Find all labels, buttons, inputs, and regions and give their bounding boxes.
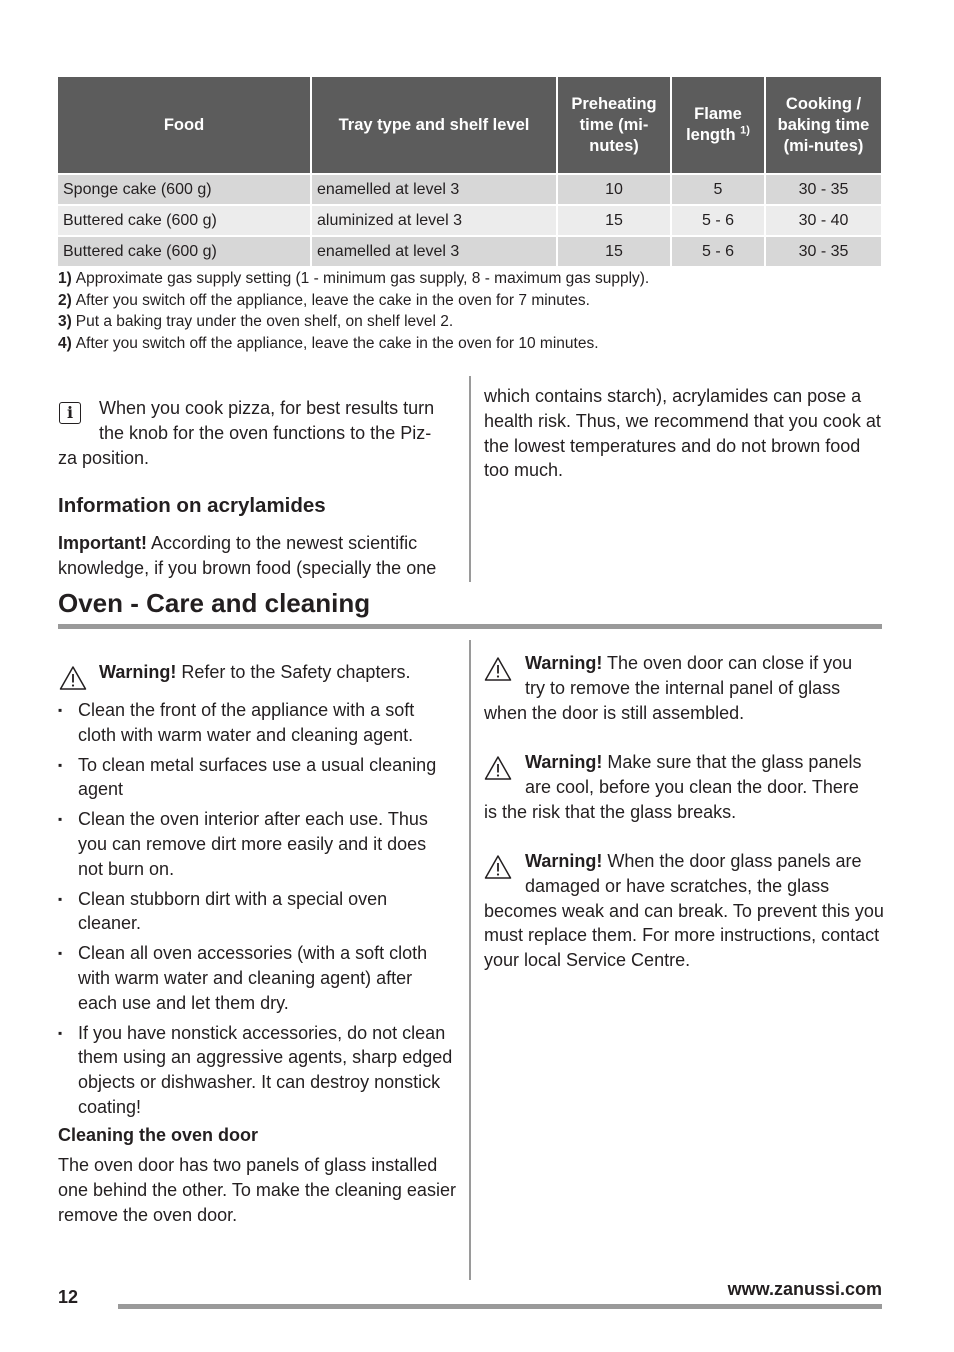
header-flame-label: Flame length xyxy=(686,105,742,144)
pizza-note-line: the knob for the oven functions to the Piz- xyxy=(99,422,432,443)
list-item: ▪ Clean stubborn dirt with a special oven cleaner. xyxy=(58,887,453,937)
cell-food: Buttered cake (600 g) xyxy=(58,236,311,266)
cell-cooking-time: 30 - 35 xyxy=(765,236,881,266)
footnote-text: Approximate gas supply setting (1 - minimum gas supply, 8 - maximum gas supply). xyxy=(75,270,650,287)
warning-line: try to remove the internal panel of glass xyxy=(525,677,841,698)
footnote-text: After you switch off the appliance, leave the cake in the oven for 10 minutes. xyxy=(75,335,599,353)
table-row xyxy=(58,174,881,205)
section-title: Oven - Care and cleaning xyxy=(58,588,371,618)
pizza-note-line: When you cook pizza, for best results turn xyxy=(99,398,435,418)
footnote xyxy=(58,311,888,333)
column-divider xyxy=(469,640,471,1280)
list-item: ▪ Clean the front of the appliance with a soft cloth with warm water and cleaning agent. xyxy=(58,698,453,748)
page-number: 12 xyxy=(58,1287,79,1307)
column-divider xyxy=(469,376,471,582)
glass-cool-warning xyxy=(484,750,884,824)
info-icon: i xyxy=(59,402,81,424)
footnote-text: Put a baking tray under the oven shelf, on shelf level 2. xyxy=(75,313,454,331)
cleaning-list xyxy=(58,698,453,1125)
warning-label: Warning! xyxy=(525,851,603,871)
cell-tray: enamelled at level 3 xyxy=(311,236,557,266)
warning-line: when the door is still assembled. xyxy=(484,702,745,723)
cell-cooking-time: 30 - 35 xyxy=(765,174,881,205)
warning-icon xyxy=(59,665,87,691)
cell-flame: 5 - 6 xyxy=(671,205,765,236)
list-item: ▪ Clean all oven accessories (with a soft cloth with warm water and cleaning agent) after each use and let them dry. xyxy=(58,941,453,1015)
footnote-mark: 2) xyxy=(58,291,72,309)
warning-label: Warning! xyxy=(99,662,177,682)
footnote-mark: 1) xyxy=(58,270,72,287)
list-item: ▪ If you have nonstick accessories, do not clean them using an aggressive agents, sharp edged objects or dishwasher. It can destroy nonstick coating! xyxy=(58,1021,453,1120)
warning-text: Refer to the Safety chapters. xyxy=(176,662,411,682)
acrylamides-text-left xyxy=(58,531,458,581)
acrylamides-text-right: which contains starch), acrylamides can pose a health risk. Thus, we recommend that you cook at the lowest temperatures and do not brown food too much. xyxy=(484,386,881,481)
header-cooking-time: Cooking / baking time (mi-nutes) xyxy=(765,77,881,174)
footnote xyxy=(58,268,888,290)
warning-text: Make sure that the glass panels xyxy=(602,752,862,772)
acrylamides-heading: Information on acrylamides xyxy=(58,494,326,517)
section-rule xyxy=(58,624,882,629)
cell-tray: aluminized at level 3 xyxy=(311,205,557,236)
cell-preheating: 10 xyxy=(557,174,671,205)
footnote-text: After you switch off the appliance, leave the cake in the oven for 7 minutes. xyxy=(75,291,590,309)
cooking-table xyxy=(58,77,881,266)
cell-food: Buttered cake (600 g) xyxy=(58,205,311,236)
cell-preheating: 15 xyxy=(557,205,671,236)
door-warning xyxy=(484,651,884,725)
warning-line xyxy=(484,750,884,775)
important-label: Important! xyxy=(58,533,147,553)
table-header-row xyxy=(58,77,881,174)
cell-tray: enamelled at level 3 xyxy=(311,174,557,205)
warning-label: Warning! xyxy=(525,653,603,673)
warning-text: When the door glass panels are xyxy=(602,851,862,871)
website-link[interactable]: www.zanussi.com xyxy=(727,1279,882,1299)
warning-line: are cool, before you clean the door. There xyxy=(525,776,859,797)
list-item: ▪ To clean metal surfaces use a usual cleaning agent xyxy=(58,753,453,803)
table-row xyxy=(58,236,881,266)
footnote xyxy=(58,290,888,312)
pizza-note xyxy=(58,396,458,470)
footer-rule xyxy=(118,1304,882,1309)
warning-line xyxy=(484,651,884,676)
pizza-note-line: za position. xyxy=(58,447,150,468)
warning-line: is the risk that the glass breaks. xyxy=(484,801,737,822)
door-text: The oven door has two panels of glass installed one behind the other. To make the cleaning easier remove the oven door. xyxy=(58,1155,456,1225)
footnote-mark: 4) xyxy=(58,335,72,353)
cell-flame: 5 - 6 xyxy=(671,236,765,266)
warning-line xyxy=(484,849,884,874)
header-preheating: Preheating time (mi-nutes) xyxy=(557,77,671,174)
list-item: ▪ Clean the oven interior after each use. Thus you can remove dirt more easily and it does not burn on. xyxy=(58,807,453,881)
door-heading: Cleaning the oven door xyxy=(58,1125,259,1145)
header-flame xyxy=(671,77,765,174)
cell-food: Sponge cake (600 g) xyxy=(58,174,311,205)
safety-warning xyxy=(99,660,459,685)
warning-label: Warning! xyxy=(525,752,603,772)
footnote xyxy=(58,333,888,355)
cell-flame: 5 xyxy=(671,174,765,205)
warning-line: becomes weak and can break. To prevent this you must replace them. For more instructions, contact your local Service Centre. xyxy=(484,900,884,971)
footnote-mark: 3) xyxy=(58,313,72,331)
cell-cooking-time: 30 - 40 xyxy=(765,205,881,236)
table-row xyxy=(58,205,881,236)
footnotes xyxy=(58,268,888,355)
acrylamides-text: According to the newest scientific knowledge, if you brown food (specially the one xyxy=(58,533,437,578)
header-food: Food xyxy=(58,77,311,174)
cell-preheating: 15 xyxy=(557,236,671,266)
warning-text: The oven door can close if you xyxy=(602,653,853,673)
warning-line: damaged or have scratches, the glass xyxy=(525,875,830,896)
header-tray: Tray type and shelf level xyxy=(311,77,557,174)
footnote-ref: 1) xyxy=(740,124,750,137)
glass-damage-warning xyxy=(484,849,884,973)
